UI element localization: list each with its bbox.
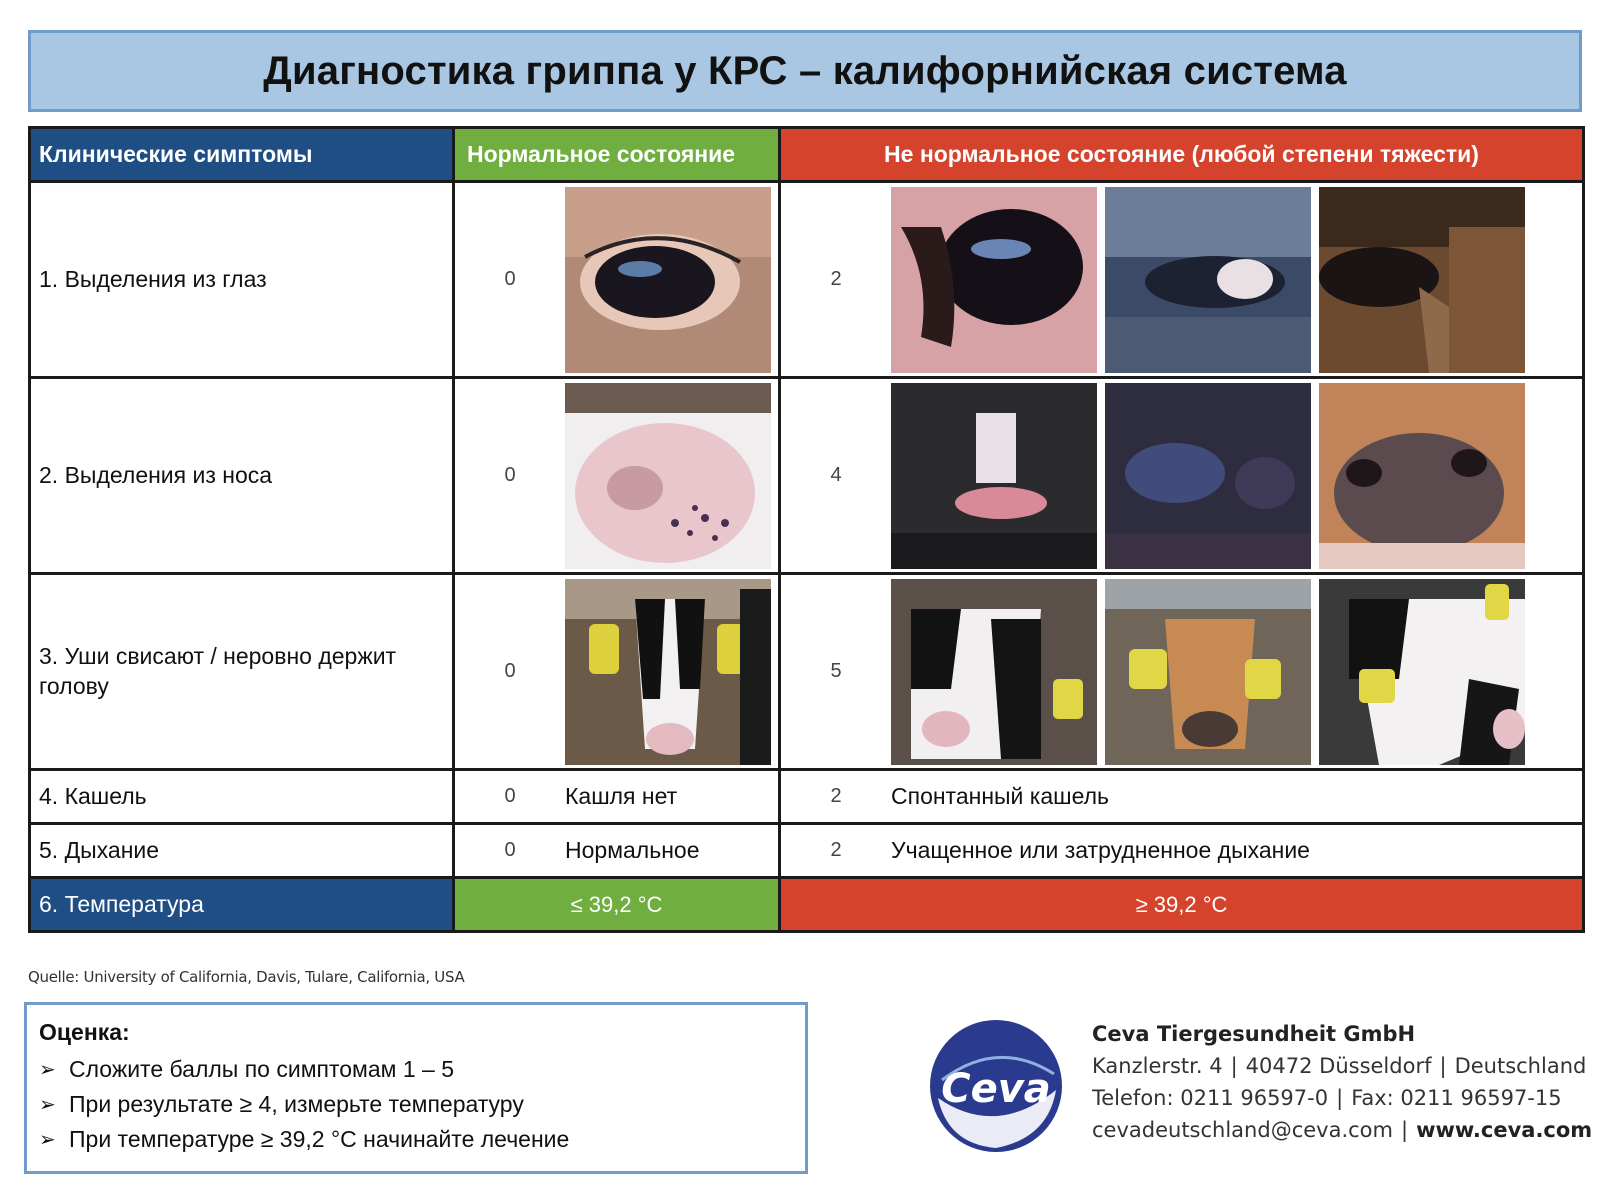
nose-discharge-photo (891, 383, 1097, 569)
company-street: Kanzlerstr. 4 (1092, 1054, 1223, 1078)
normal-cell (454, 824, 780, 878)
symptom-label: 3. Уши свисают / неровно держит голову (30, 574, 454, 770)
normal-score: 0 (504, 839, 516, 861)
droopy-ear-calf-photo (1105, 579, 1311, 765)
company-online: cevadeutschland@ceva.com | www.ceva.com (1092, 1118, 1593, 1142)
symptom-label: 4. Кашель (30, 770, 454, 824)
abnormal-description: Спонтанный кашель (891, 783, 1110, 809)
arrow-bullet-icon: ➢ (39, 1059, 56, 1081)
company-country: Deutschland (1454, 1054, 1587, 1078)
normal-cell (454, 378, 780, 574)
list-item (39, 1126, 793, 1153)
nose-photo (565, 383, 771, 569)
arrow-bullet-icon: ➢ (39, 1129, 56, 1151)
normal-cell (454, 574, 780, 770)
nose-discharge-photo (1105, 383, 1311, 569)
eye-discharge-photo (1319, 187, 1525, 373)
title-banner (28, 30, 1582, 112)
ceva-logo (928, 1018, 1064, 1154)
company-name: Ceva Tiergesundheit GmbH (1092, 1022, 1416, 1046)
table-row (30, 824, 1584, 878)
symptom-label: 1. Выделения из глаз (30, 182, 454, 378)
header-symptoms: Клинические симптомы (30, 128, 454, 182)
company-website[interactable]: www.ceva.com (1416, 1118, 1593, 1142)
temperature-row (30, 878, 1584, 932)
table-row (30, 182, 1584, 378)
table-row (30, 378, 1584, 574)
temperature-normal: ≤ 39,2 °C (454, 878, 780, 932)
normal-score: 0 (504, 785, 516, 807)
company-city: 40472 Düsseldorf (1245, 1054, 1432, 1078)
scoring-step: При результате ≥ 4, измерьте температуру (69, 1091, 524, 1117)
normal-score: 0 (504, 660, 516, 682)
list-item (39, 1056, 793, 1083)
scoring-title: Оценка: (39, 1019, 130, 1045)
scoring-step: Сложите баллы по симптомам 1 – 5 (69, 1056, 454, 1082)
scoring-box (24, 1002, 808, 1174)
abnormal-cell (780, 770, 1584, 824)
abnormal-description: Учащенное или затрудненное дыхание (891, 837, 1310, 863)
abnormal-score: 4 (830, 464, 842, 486)
header-abnormal: Не нормальное состояние (любой степени тяжести) (780, 128, 1584, 182)
symptom-label: 2. Выделения из носа (30, 378, 454, 574)
abnormal-score: 2 (830, 839, 842, 861)
company-contact: Telefon: 0211 96597-0 | Fax: 0211 96597-15 (1092, 1086, 1562, 1110)
normal-description: Нормальное (565, 837, 700, 863)
arrow-bullet-icon: ➢ (39, 1094, 56, 1116)
abnormal-cell (780, 182, 1584, 378)
header-normal: Нормальное состояние (454, 128, 780, 182)
eye-photo (565, 187, 771, 373)
abnormal-score: 2 (830, 785, 842, 807)
tilted-head-calf-photo (1319, 579, 1525, 765)
temperature-abnormal: ≥ 39,2 °C (780, 878, 1584, 932)
company-email[interactable]: cevadeutschland@ceva.com (1092, 1118, 1393, 1142)
abnormal-cell (780, 574, 1584, 770)
abnormal-cell (780, 378, 1584, 574)
normal-score: 0 (504, 464, 516, 486)
normal-description: Кашля нет (565, 783, 678, 809)
company-info (1092, 1022, 1592, 1150)
company-phone: Telefon: 0211 96597-0 (1092, 1086, 1329, 1110)
symptom-label: 5. Дыхание (30, 824, 454, 878)
table-row (30, 574, 1584, 770)
logo-text: Ceva (941, 1066, 1051, 1112)
scoring-step: При температуре ≥ 39,2 °C начинайте лечение (69, 1126, 570, 1152)
table-header-row (30, 128, 1584, 182)
normal-cell (454, 182, 780, 378)
nose-discharge-photo (1319, 383, 1525, 569)
abnormal-cell (780, 824, 1584, 878)
company-address: Kanzlerstr. 4 | 40472 Düsseldorf | Deutschland (1092, 1054, 1587, 1078)
eye-discharge-photo (1105, 187, 1311, 373)
abnormal-score: 2 (830, 268, 842, 290)
scoring-table (28, 126, 1585, 933)
droopy-ear-calf-photo (891, 579, 1097, 765)
company-fax: Fax: 0211 96597-15 (1351, 1086, 1562, 1110)
temperature-label: 6. Температура (30, 878, 454, 932)
table-row (30, 770, 1584, 824)
normal-score: 0 (504, 268, 516, 290)
calf-head-photo (565, 579, 771, 765)
source-note: Quelle: University of California, Davis, Tulare, California, USA (28, 968, 465, 986)
abnormal-score: 5 (830, 660, 842, 682)
list-item (39, 1091, 793, 1118)
page-title: Диагностика гриппа у КРС – калифорнийская система (263, 48, 1347, 93)
normal-cell (454, 770, 780, 824)
eye-discharge-photo (891, 187, 1097, 373)
